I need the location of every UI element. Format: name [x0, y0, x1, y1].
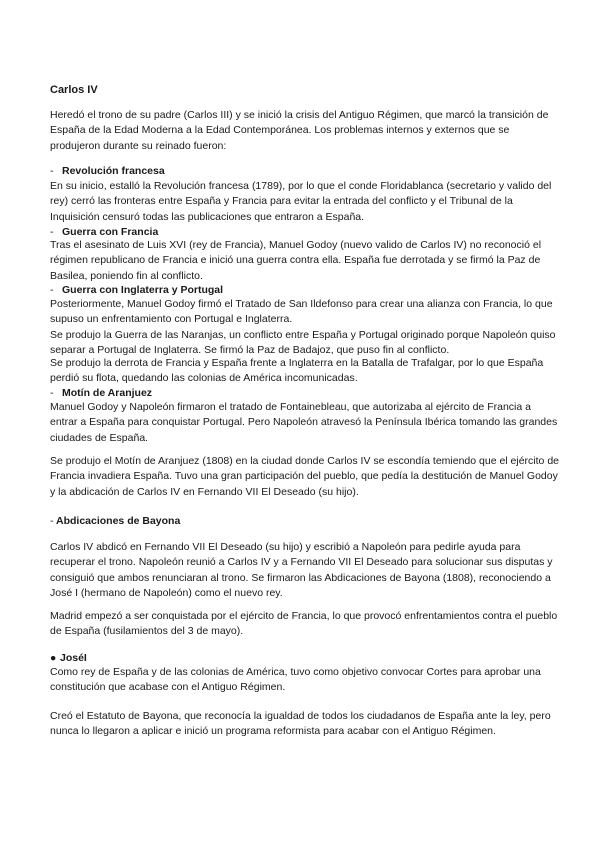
- section-paragraph: En su inicio, estalló la Revolución francesa (1789), por lo que el conde Floridablanca (secretario y valido del rey) cerró las fronteras entre España y Francia para evitar la entrada del conflicto y el Tribunal de la Inquisición censuró todas las publicaciones que entraron a España.: [50, 180, 552, 223]
- section-paragraph: Posteriormente, Manuel Godoy firmó el Tratado de San Ildefonso para crear una alianza con Francia, lo que supuso un enfrentamiento con Portugal e Inglaterra.: [50, 298, 553, 326]
- section-paragraph: Se produjo la derrota de Francia y España frente a Inglaterra en la Batalla de Trafalgar, por lo que España perdió su flota, quedando las colonias de América incomunicadas.: [50, 357, 544, 385]
- section-heading-text: Guerra con Francia: [62, 226, 159, 238]
- section-marker: -: [50, 515, 54, 527]
- section-paragraph: Madrid empezó a ser conquistada por el ejército de Francia, lo que provocó enfrentamientos contra el pueblo de España (fusilamientos del 3 de mayo).: [50, 610, 558, 638]
- section-heading-text: Motín de Aranjuez: [62, 387, 153, 399]
- section-paragraph: Carlos IV abdicó en Fernando VII El Deseado (su hijo) y escribió a Napoleón para pedirle ayuda para recuperar el trono. Napoleón reunió a Carlos IV y a Fernando VII El Deseado para solucionar sus disputas y consiguió que ambos renunciaran al trono. Se firmaron las Abdicaciones de Bayona (1808), reconociendo a José I (hermano de Napoleón) como el nuevo rey.: [50, 541, 553, 600]
- section-paragraph: Se produjo el Motín de Aranjuez (1808) en la ciudad donde Carlos IV se escondía temiendo que el ejército de Francia invadiera España. Tuvo una gran participación del pueblo, que pedía la destitución de Manuel Godoy y la abdicación de Carlos IV en Fernando VII El Deseado (su hijo).: [50, 455, 559, 498]
- intro-paragraph: Heredó el trono de su padre (Carlos III) y se inició la crisis del Antiguo Régimen, que marcó la transición de España de la Edad Moderna a la Edad Contemporánea. Los problemas internos y externos que se produjeron durante su reinado fueron:: [50, 109, 549, 152]
- section-marker: -: [50, 387, 54, 399]
- section-marker: -: [50, 284, 54, 296]
- bullet-icon: ●: [50, 652, 57, 664]
- section-heading-text: Abdicaciones de Bayona: [56, 515, 181, 527]
- section-paragraph: Como rey de España y de las colonias de América, tuvo como objetivo convocar Cortes para aprobar una constitución que acabase con el Antiguo Régimen.: [50, 666, 541, 694]
- section-marker: -: [50, 226, 54, 238]
- section-paragraph: Manuel Godoy y Napoleón firmaron el tratado de Fontainebleau, que autorizaba al ejército de Francia a entrar a España para conquistar Portugal. Pero Napoleón atravesó la Península Ibérica tomando las grandes ciudades de España.: [50, 401, 558, 444]
- section-heading-guerra-inglaterra: [50, 283, 223, 298]
- section-marker: -: [50, 165, 54, 177]
- section-paragraph: Se produjo la Guerra de las Naranjas, un conflicto entre España y Portugal originado porque Napoleón quiso separar a Portugal de Inglaterra. Se firmó la Paz de Badajoz, que puso fin al conflicto.: [50, 329, 556, 357]
- section-paragraph: Creó el Estatuto de Bayona, que reconocía la igualdad de todos los ciudadanos de España ante la ley, pero nunca lo llegaron a aplicar e inició un programa reformista para acabar con el Antiguo Régimen.: [50, 710, 551, 738]
- document-title: Carlos IV: [50, 84, 98, 96]
- section-heading-text: Revolución francesa: [62, 165, 165, 177]
- section-heading-text: Guerra con Inglaterra y Portugal: [62, 284, 224, 296]
- section-heading-jose-i: [50, 651, 87, 666]
- section-heading-motin-aranjuez: [50, 386, 152, 401]
- section-heading-abdicaciones-bayona: [50, 514, 180, 529]
- section-heading-revolucion: [50, 164, 165, 179]
- section-heading-text: JoséI: [60, 652, 87, 664]
- section-paragraph: Tras el asesinato de Luis XVI (rey de Francia), Manuel Godoy (nuevo valido de Carlos IV) no reconoció el régimen republicano de Francia e inició una guerra contra ella. España fue derrotada y se firmó la Paz de Basilea, poniendo fin al conflicto.: [50, 239, 542, 282]
